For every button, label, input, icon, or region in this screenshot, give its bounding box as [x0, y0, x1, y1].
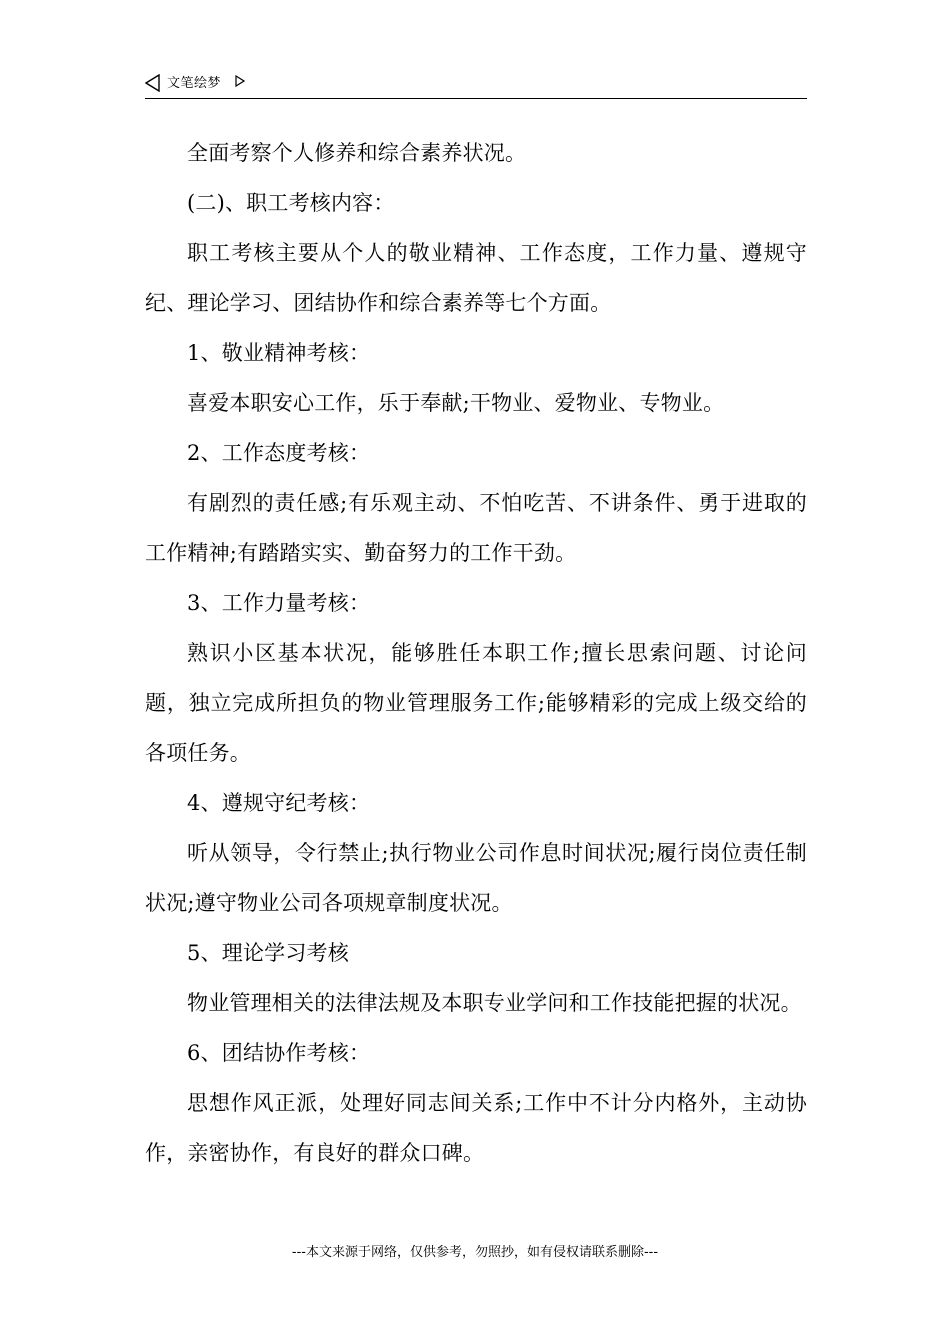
document-body [145, 128, 807, 1178]
paragraph: 全面考察个人修养和综合素养状况。 [187, 141, 527, 165]
paragraph: 职工考核主要从个人的敬业精神、工作态度，工作力量、遵规守纪、理论学习、团结协作和综合素养等七个方面。 [145, 241, 807, 315]
paragraph: 喜爱本职安心工作，乐于奉献;干物业、爱物业、专物业。 [187, 391, 725, 415]
paragraph: 熟识小区基本状况，能够胜任本职工作;擅长思索问题、讨论问题，独立完成所担负的物业管理服务工作;能够精彩的完成上级交给的各项任务。 [145, 641, 807, 765]
left-triangle-icon [145, 74, 161, 92]
section-heading: (二)、职工考核内容： [187, 191, 395, 215]
header-title: 文笔绘梦 [167, 76, 222, 91]
page-footer: ---本文来源于网络，仅供参考，勿照抄，如有侵权请联系删除--- [291, 1245, 659, 1260]
right-triangle-icon [235, 75, 245, 87]
paragraph: 思想作风正派，处理好同志间关系;工作中不计分内格外，主动协作，亲密协作，有良好的群众口碑。 [145, 1091, 807, 1165]
item-heading: 5、理论学习考核 [187, 941, 349, 965]
item-heading: 6、团结协作考核： [187, 1041, 371, 1065]
item-heading: 4、遵规守纪考核： [187, 791, 371, 815]
paragraph: 有剧烈的责任感;有乐观主动、不怕吃苦、不讲条件、勇于进取的工作精神;有踏踏实实、勤奋努力的工作干劲。 [145, 491, 807, 565]
item-heading: 2、工作态度考核： [187, 441, 371, 465]
item-heading: 3、工作力量考核： [187, 591, 371, 615]
page-header [145, 74, 807, 99]
item-heading: 1、敬业精神考核： [187, 341, 371, 365]
paragraph: 物业管理相关的法律法规及本职专业学问和工作技能把握的状况。 [187, 991, 802, 1015]
paragraph: 听从领导，令行禁止;执行物业公司作息时间状况;履行岗位责任制状况;遵守物业公司各项规章制度状况。 [145, 841, 807, 915]
